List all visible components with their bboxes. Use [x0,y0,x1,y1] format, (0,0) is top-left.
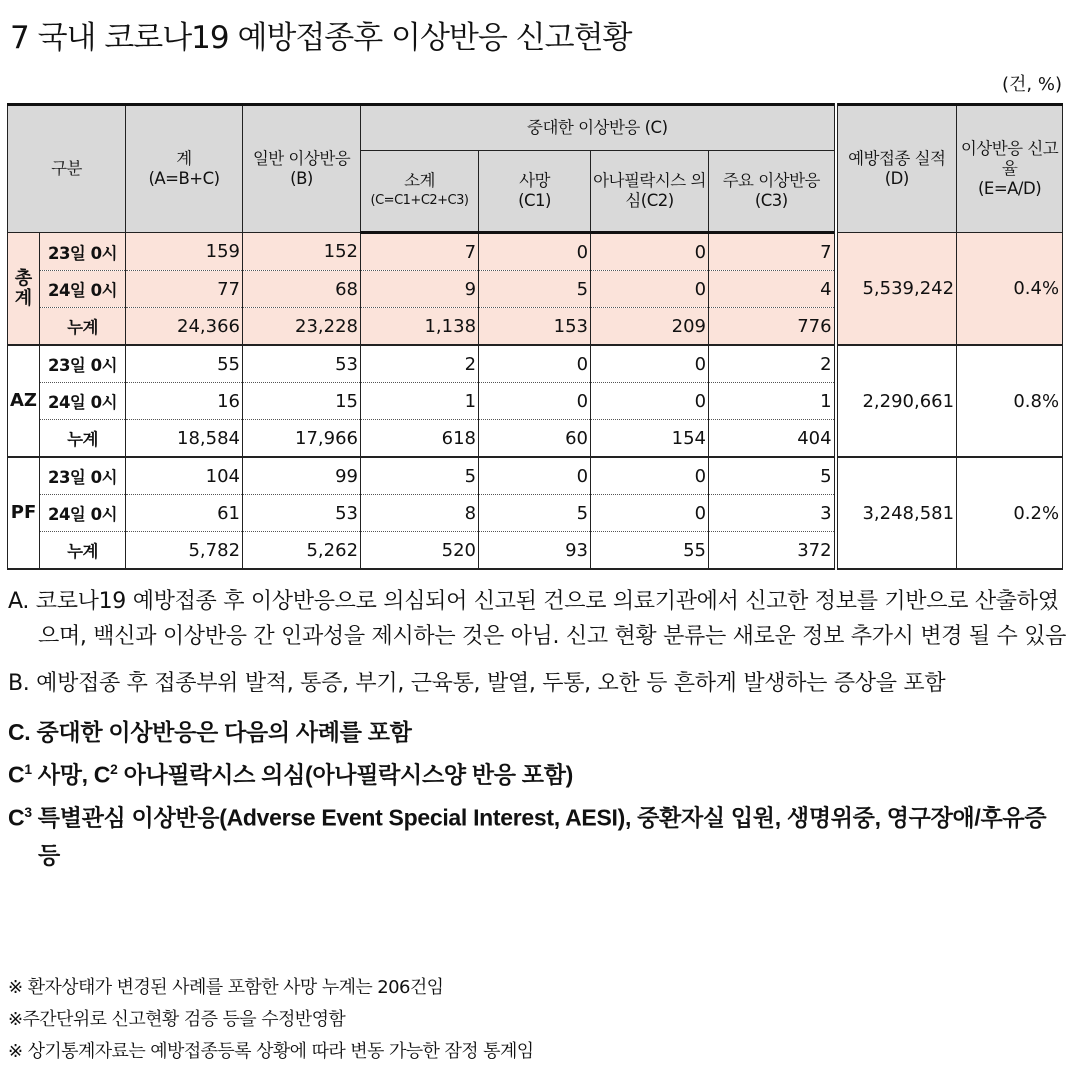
cell-anaphylaxis: 0 [591,457,709,495]
footnotes [8,972,534,1068]
row-label: 누계 [40,532,126,570]
cell-subtotal: 1,138 [361,308,479,346]
cell-general: 5,262 [243,532,361,570]
cell-major: 4 [709,271,836,308]
group-name: PF [8,457,40,569]
cell-subtotal: 1 [361,383,479,420]
table-row [8,233,1063,271]
row-label: 24일 0시 [40,495,126,532]
cell-subtotal: 5 [361,457,479,495]
cell-death: 5 [479,495,591,532]
note-c1-c2: $C^1$ 사망, $C^2$ 아나필락시스 의심(아나필락시스양 반응 포함) [8,761,574,788]
header-major: 주요 이상반응 (C3) [709,151,836,233]
cell-total: 159 [126,233,243,271]
note-c: C. 중대한 이상반응은 다음의 사례를 포함 [8,719,412,745]
cell-death: 0 [479,233,591,271]
cell-subtotal: 9 [361,271,479,308]
row-label: 누계 [40,308,126,346]
cell-general: 99 [243,457,361,495]
cell-anaphylaxis: 0 [591,233,709,271]
row-label: 24일 0시 [40,271,126,308]
header-category: 구분 [8,105,126,233]
row-label: 누계 [40,420,126,458]
cell-major: 5 [709,457,836,495]
cell-total: 18,584 [126,420,243,458]
cell-total: 24,366 [126,308,243,346]
cell-general: 152 [243,233,361,271]
cell-vaccinated: 3,248,581 [836,457,957,569]
page-title: 7 국내 코로나19 예방접종후 이상반응 신고현황 [10,20,632,56]
footnote-item: ※ 상기통계자료는 예방접종등록 상황에 따라 변동 가능한 잠정 통계임 [8,1041,534,1062]
cell-major: 1 [709,383,836,420]
header-subtotal: 소계 (C=C1+C2+C3) [361,151,479,233]
header-rate: 이상반응 신고율 (E=A/D) [957,105,1063,233]
table-row [8,345,1063,383]
cell-death: 153 [479,308,591,346]
cell-death: 93 [479,532,591,570]
table-row [8,457,1063,495]
cell-anaphylaxis: 0 [591,495,709,532]
row-label: 23일 0시 [40,233,126,271]
cell-anaphylaxis: 209 [591,308,709,346]
cell-anaphylaxis: 0 [591,383,709,420]
cell-total: 77 [126,271,243,308]
cell-total: 55 [126,345,243,383]
unit-label: (건, %) [1002,74,1062,95]
note-a: A. 코로나19 예방접종 후 이상반응으로 의심되어 신고된 건으로 의료기관에서 신고한 정보를 기반으로 산출하였으며, 백신과 이상반응 간 인과성을 제시하는 것은 아님. 신고 현황 분류는 새로운 정보 추가시 변경 될 수 있음 [8,589,1067,649]
cell-major: 776 [709,308,836,346]
cell-subtotal: 8 [361,495,479,532]
cell-general: 23,228 [243,308,361,346]
footnote-item: ※ 환자상태가 변경된 사례를 포함한 사망 누계는 206건임 [8,977,444,998]
adverse-reaction-table [7,103,1063,570]
notes-section [8,584,1068,874]
cell-major: 404 [709,420,836,458]
note-b: B. 예방접종 후 접종부위 발적, 통증, 부기, 근육통, 발열, 두통, 오한 등 흔하게 발생하는 증상을 포함 [8,671,946,696]
group-name: AZ [8,345,40,457]
cell-subtotal: 520 [361,532,479,570]
cell-major: 372 [709,532,836,570]
cell-anaphylaxis: 154 [591,420,709,458]
row-label: 23일 0시 [40,345,126,383]
header-vaccinated: 예방접종 실적(D) [836,105,957,233]
cell-total: 104 [126,457,243,495]
cell-rate: 0.4% [957,233,1063,346]
cell-anaphylaxis: 0 [591,271,709,308]
cell-general: 68 [243,271,361,308]
footnote-item: ※주간단위로 신고현황 검증 등을 수정반영함 [8,1009,346,1030]
cell-subtotal: 2 [361,345,479,383]
cell-rate: 0.2% [957,457,1063,569]
cell-death: 5 [479,271,591,308]
cell-anaphylaxis: 55 [591,532,709,570]
cell-total: 5,782 [126,532,243,570]
cell-total: 16 [126,383,243,420]
cell-vaccinated: 2,290,661 [836,345,957,457]
note-c3: $C^3$ 특별관심 이상반응(Adverse Event Special Interest, AESI), 중환자실 입원, 생명위중, 영구장애/후유증 등 [8,804,1047,869]
cell-subtotal: 7 [361,233,479,271]
cell-rate: 0.8% [957,345,1063,457]
cell-major: 2 [709,345,836,383]
cell-major: 7 [709,233,836,271]
cell-general: 17,966 [243,420,361,458]
cell-death: 0 [479,457,591,495]
cell-vaccinated: 5,539,242 [836,233,957,346]
group-name: 총계 [8,233,40,346]
cell-anaphylaxis: 0 [591,345,709,383]
cell-total: 61 [126,495,243,532]
header-serious: 중대한 이상반응 (C) [361,105,836,151]
cell-general: 15 [243,383,361,420]
cell-major: 3 [709,495,836,532]
header-general: 일반 이상반응 (B) [243,105,361,233]
cell-general: 53 [243,345,361,383]
header-anaphylaxis: 아나필락시스 의심(C2) [591,151,709,233]
cell-subtotal: 618 [361,420,479,458]
row-label: 23일 0시 [40,457,126,495]
row-label: 24일 0시 [40,383,126,420]
cell-death: 60 [479,420,591,458]
header-death: 사망 (C1) [479,151,591,233]
cell-general: 53 [243,495,361,532]
cell-death: 0 [479,345,591,383]
header-total: 계 (A=B+C) [126,105,243,233]
cell-death: 0 [479,383,591,420]
